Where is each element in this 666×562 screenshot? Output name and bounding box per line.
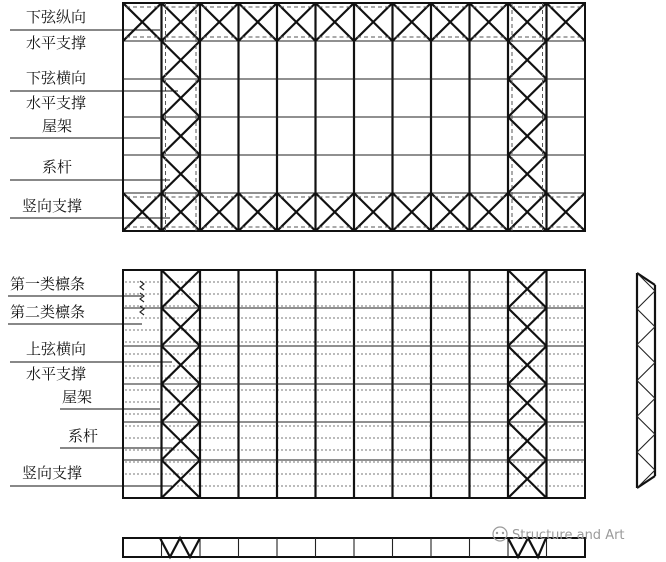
label-bottom-chord-longitudinal-1: 下弦纵向: [26, 8, 87, 26]
label-tie-rod-top: 系杆: [42, 158, 73, 176]
label-purlin-type-2: 第二类檩条: [10, 303, 86, 321]
elevation-columns: [162, 538, 547, 557]
web-member: [637, 381, 655, 399]
top-plan-labels: [10, 8, 178, 218]
bottom-chord-bracing-plan: [123, 3, 585, 231]
label-roof-truss-bottom: 屋架: [62, 388, 93, 406]
watermark-icon-eye-left: [496, 532, 498, 534]
label-roof-truss-top: 屋架: [42, 117, 73, 135]
label-bottom-chord-longitudinal-2: 水平支撑: [26, 34, 87, 52]
label-vertical-bracing-bottom: 竖向支撑: [22, 464, 83, 482]
label-tie-rod-bottom: 系杆: [68, 427, 99, 445]
watermark: [493, 527, 625, 543]
label-vertical-bracing-top: 竖向支撑: [22, 197, 83, 215]
web-member: [637, 416, 655, 434]
watermark-text: Structure and Art: [512, 528, 625, 543]
purlin-break-mark-3: [140, 306, 144, 315]
side-elevation-top-end: [637, 273, 655, 285]
label-top-chord-transverse-2: 水平支撑: [26, 365, 87, 383]
web-member: [637, 345, 655, 363]
label-bottom-chord-transverse-2: 水平支撑: [26, 94, 87, 112]
side-elevation-truss: [637, 273, 655, 488]
label-bottom-chord-transverse-1: 下弦横向: [26, 69, 87, 87]
web-member: [637, 291, 655, 309]
web-member: [637, 363, 655, 381]
purlin-break-mark-1: [140, 281, 144, 290]
side-elevation-bottom-end: [637, 476, 655, 488]
web-member: [637, 327, 655, 345]
bottom-plan-labels: [8, 275, 172, 486]
label-purlin-type-1: 第一类檩条: [10, 275, 86, 293]
web-member: [637, 452, 655, 470]
elevation-vertical-bracing-left: [160, 538, 200, 557]
side-elevation-web: [637, 273, 655, 488]
web-member: [637, 398, 655, 416]
top-chord-bracing-plan: [123, 270, 585, 498]
label-top-chord-transverse-1: 上弦横向: [26, 340, 87, 358]
web-member: [637, 309, 655, 327]
watermark-icon-eye-right: [502, 532, 504, 534]
purlin-break-mark-2: [140, 293, 144, 302]
web-member: [637, 434, 655, 452]
